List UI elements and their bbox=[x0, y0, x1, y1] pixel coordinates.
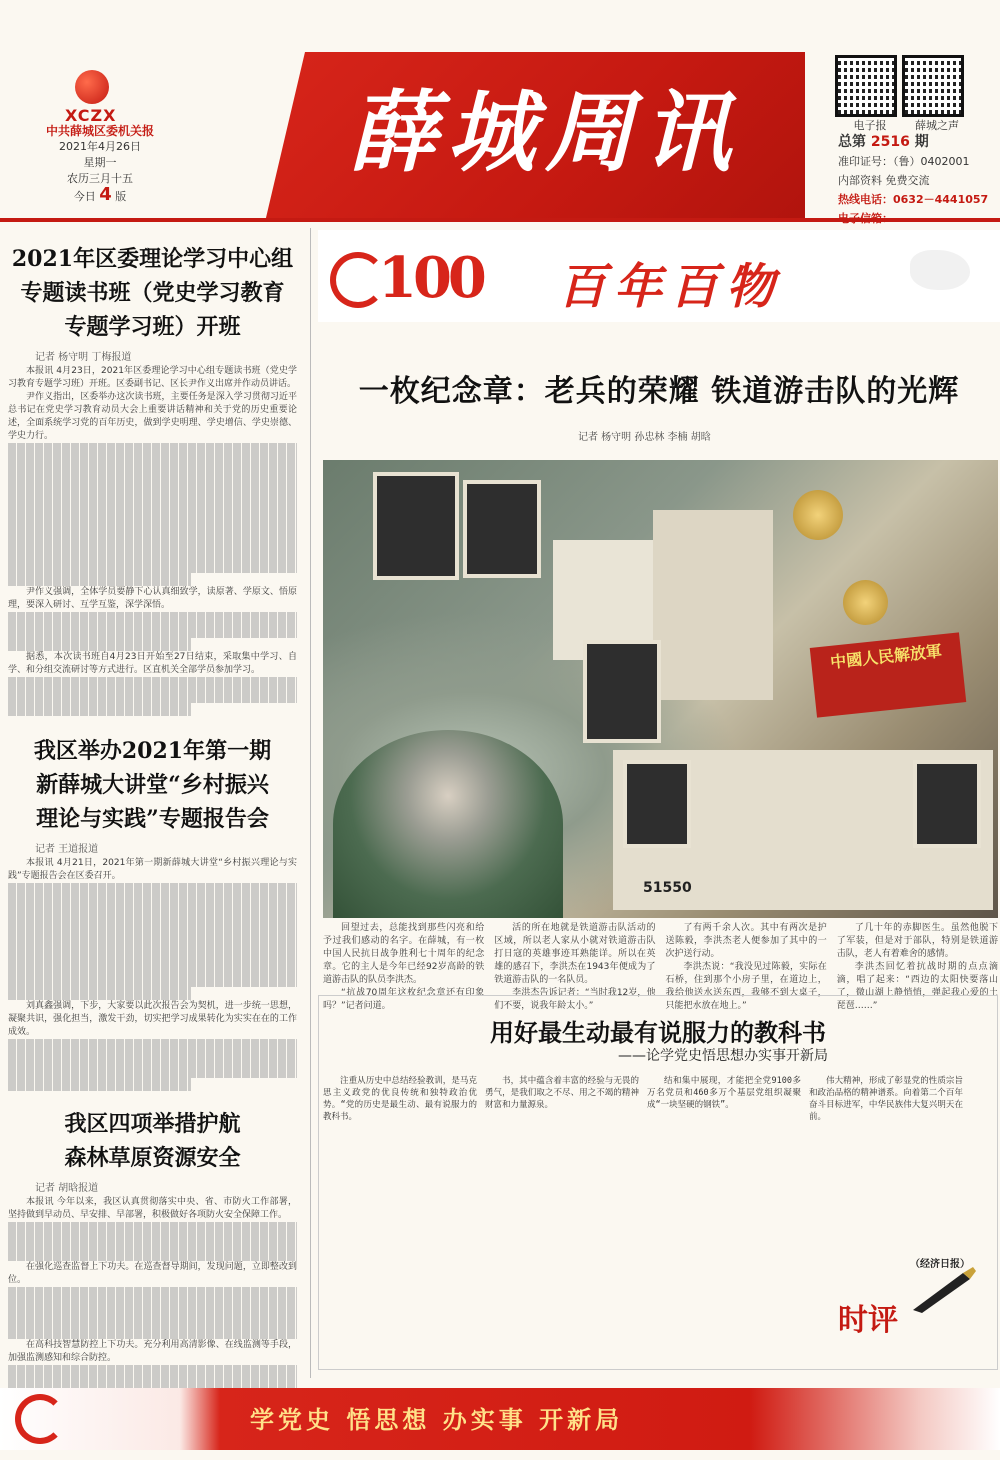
qr-epaper[interactable] bbox=[835, 55, 905, 133]
feature-paragraph: 李洪杰告诉记者：“当时我12岁，他们不要，说我年龄太小。” bbox=[494, 988, 656, 1011]
old-photo bbox=[583, 640, 661, 743]
article-lecture bbox=[0, 716, 305, 1091]
footer-banner bbox=[0, 1388, 1000, 1450]
article-lead: 本报讯 4月21日，2021年第一期新薛城大讲堂“乡村振兴理论与实践”专题报告会在区委召开。 bbox=[8, 858, 297, 881]
publish-date: 2021年4月26日 bbox=[59, 140, 141, 153]
old-photo bbox=[373, 472, 459, 580]
medal-icon bbox=[843, 580, 888, 625]
qr-epaper-label: 电子报 bbox=[853, 119, 887, 132]
qr-voice-label: 薛城之声 bbox=[915, 119, 959, 132]
feature-paragraph: 回望过去，总能找到那些闪亮和给予过我们感动的名字。在薛城，有一枚中国人民抗日战争胜利七十周年的纪念章。它的主人是今年已经92岁高龄的铁道游击队的队员李洪杰。 bbox=[323, 923, 485, 985]
article-byline: 记者 王道报道 bbox=[35, 844, 99, 855]
opinion-source: （经济日报） bbox=[910, 1259, 970, 1270]
qr-voice[interactable] bbox=[902, 55, 972, 133]
article-reading-class bbox=[0, 228, 305, 716]
article-paragraph: 在高科技智慧防控上下功夫。充分利用高清影像、在线监测等手段，加强监测感知和综合防控。 bbox=[8, 1340, 297, 1363]
feature-paragraph: “抗战70周年这枚纪念章还有印象吗？”记者问道。 bbox=[323, 988, 485, 1011]
hammer-sickle-icon bbox=[15, 1394, 65, 1444]
weekday: 星期一 bbox=[83, 156, 117, 169]
opinion-headline: 用好最生动最有说服力的教科书 bbox=[490, 1018, 826, 1047]
veteran-salute bbox=[333, 730, 563, 918]
feature-paragraph: 李洪杰回忆着抗战时期的点点滴滴，唱了起来：“西边的太阳快要落山了，微山湖上静悄悄，弹起我心爱的土琵琶……” bbox=[836, 962, 998, 1011]
distribution-note: 内部资料 免费交流 bbox=[838, 174, 930, 187]
article-lead: 本报讯 今年以来，我区认真贯彻落实中央、省、市防火工作部署，坚持做到早动员、早安排、早部署，积极做好各项防火安全保障工作。 bbox=[8, 1197, 297, 1220]
card-number: 51550 bbox=[643, 880, 692, 896]
section-title: 百年百物 bbox=[558, 259, 783, 315]
permit-number: 准印证号：（鲁）0402001 bbox=[838, 155, 970, 168]
paper-title: 薛城周讯 bbox=[348, 80, 741, 184]
left-column bbox=[0, 228, 305, 1378]
old-photo bbox=[623, 760, 691, 848]
column-label: 时评 bbox=[838, 1303, 898, 1338]
feature-paragraph: 了几十年的赤脚医生。虽然他脱下了军装，但是对于部队，特别是铁道游击队，老人有着难舍的感情。 bbox=[836, 923, 998, 959]
lunar-date: 农历三月十五 bbox=[67, 172, 133, 185]
feature-story bbox=[318, 230, 1000, 1011]
footer-slogan: 学党史 悟思想 办实事 开新局 bbox=[250, 1405, 624, 1434]
feature-paragraph: 了有两千余人次。其中有两次是护送陈毅，李洪杰老人便参加了其中的一次护送行动。 bbox=[665, 923, 827, 959]
opinion-paragraph: 书，其中蕴含着丰富的经验与无畏的勇气，是我们取之不尽、用之不竭的精神财富和力量源泉。 bbox=[485, 1076, 639, 1110]
old-photo bbox=[463, 480, 541, 578]
issue-sidebar bbox=[30, 123, 170, 205]
medal-icon bbox=[793, 490, 843, 540]
page-count: 今日 4 版 bbox=[73, 184, 127, 205]
article-title: 我区四项举措护航 森林草原资源安全 bbox=[64, 1111, 241, 1171]
feature-paragraph: 李洪杰说：“我没见过陈毅，实际在石桥，住到那个小房子里，在道边上，我给他送水送东西，我够不到大桌子，只能把水放在地上。” bbox=[665, 962, 827, 1011]
hotline: 热线电话：0632－4441057 bbox=[838, 193, 989, 206]
feature-byline: 记者 杨守明 孙忠林 李楠 胡晗 bbox=[578, 432, 711, 443]
masthead bbox=[0, 0, 1000, 222]
qr-code-icon bbox=[902, 55, 964, 117]
century-mark: 100 bbox=[378, 245, 483, 311]
century-banner bbox=[318, 230, 1000, 322]
article-paragraph: 据悉，本次读书班自4月23日开始至27日结束，采取集中学习、自学、和分组交流研讨等方式进行。区直机关全部学员参加学习。 bbox=[8, 652, 297, 675]
booklet bbox=[653, 510, 773, 700]
article-lead: 本报讯 4月23日，2021年区委理论学习中心组专题读书班（党史学习教育专题学习班）开班。区委副书记、区长尹作义出席并作动员讲话。 bbox=[8, 366, 297, 389]
article-byline: 记者 胡晗报道 bbox=[35, 1183, 99, 1194]
issue-number: 总第 2516 期 bbox=[838, 134, 929, 150]
article-byline: 记者 杨守明 丁梅报道 bbox=[35, 352, 132, 363]
opinion-subtitle: ——论学党史悟思想办实事开新局 bbox=[618, 1048, 828, 1064]
feature-headline: 一枚纪念章：老兵的荣耀 铁道游击队的光辉 bbox=[358, 374, 960, 409]
article-paragraph: 刘真鑫强调，下步，大家要以此次报告会为契机，进一步统一思想，凝聚共识，强化担当，激发干劲，切实把学习成果转化为实实在在的工作成效。 bbox=[8, 1001, 297, 1037]
feature-photo bbox=[323, 460, 998, 918]
masthead-rule bbox=[0, 218, 1000, 222]
opinion-paragraph: 伟大精神，形成了彰显党的性质宗旨和政治品格的精神谱系。向着第二个百年奋斗目标进军，中华民族伟大复兴明天在前。 bbox=[809, 1076, 963, 1122]
article-paragraph: 尹作义强调，全体学员要静下心认真细致学，读原著、学原文、悟原理，要深入研讨、互学互鉴，深学深悟。 bbox=[8, 587, 297, 610]
opinion-paragraph: 结和集中展现，才能把全党9100多万名党员和460多万个基层党组织凝聚成“一块坚硬的钢铁”。 bbox=[647, 1076, 801, 1110]
article-forest bbox=[0, 1091, 305, 1404]
pla-patch: 中國人民解放軍 bbox=[810, 632, 966, 717]
article-title: 我区举办2021年第一期 新薛城大讲堂“乡村振兴 理论与实践”专题报告会 bbox=[33, 738, 272, 832]
column-divider bbox=[310, 228, 311, 1378]
opinion-piece bbox=[318, 995, 1000, 1370]
article-paragraph: 尹作义指出，区委举办这次读书班，主要任务是深入学习贯彻习近平总书记在党史学习教育动员大会上重要讲话精神和关于党的历史重要论述，全面系统学习党的百年历史，做到学史明理、学史增信、学史崇德、学史力行。 bbox=[8, 392, 297, 441]
article-title: 2021年区委理论学习中心组 专题读书班（党史学习教育 专题学习班）开班 bbox=[11, 246, 294, 340]
dove-icon bbox=[910, 250, 970, 290]
opinion-body bbox=[323, 1075, 963, 1123]
pen-icon bbox=[908, 1265, 978, 1315]
logo-icon bbox=[75, 70, 109, 104]
article-paragraph: 在强化巡查监督上下功夫。在巡查督导期间，发现问题，立即整改到位。 bbox=[8, 1262, 297, 1285]
logo-text: XCZX bbox=[65, 106, 117, 125]
opinion-paragraph: 注重从历史中总结经验教训，是马克思主义政党的优良传统和独特政治优势。“党的历史是最生动、最有说服力的教科书。 bbox=[323, 1076, 477, 1122]
qr-code-icon bbox=[835, 55, 897, 117]
feature-paragraph: 活的所在地就是铁道游击队活动的区域，所以老人家从小就对铁道游击队打日寇的英雄事迹耳熟能详。所以在英雄的感召下，李洪杰在1943年便成为了铁道游击队的一名队员。 bbox=[494, 923, 656, 985]
publisher-label: 中共薛城区委机关报 bbox=[45, 124, 154, 138]
old-photo bbox=[913, 760, 981, 848]
